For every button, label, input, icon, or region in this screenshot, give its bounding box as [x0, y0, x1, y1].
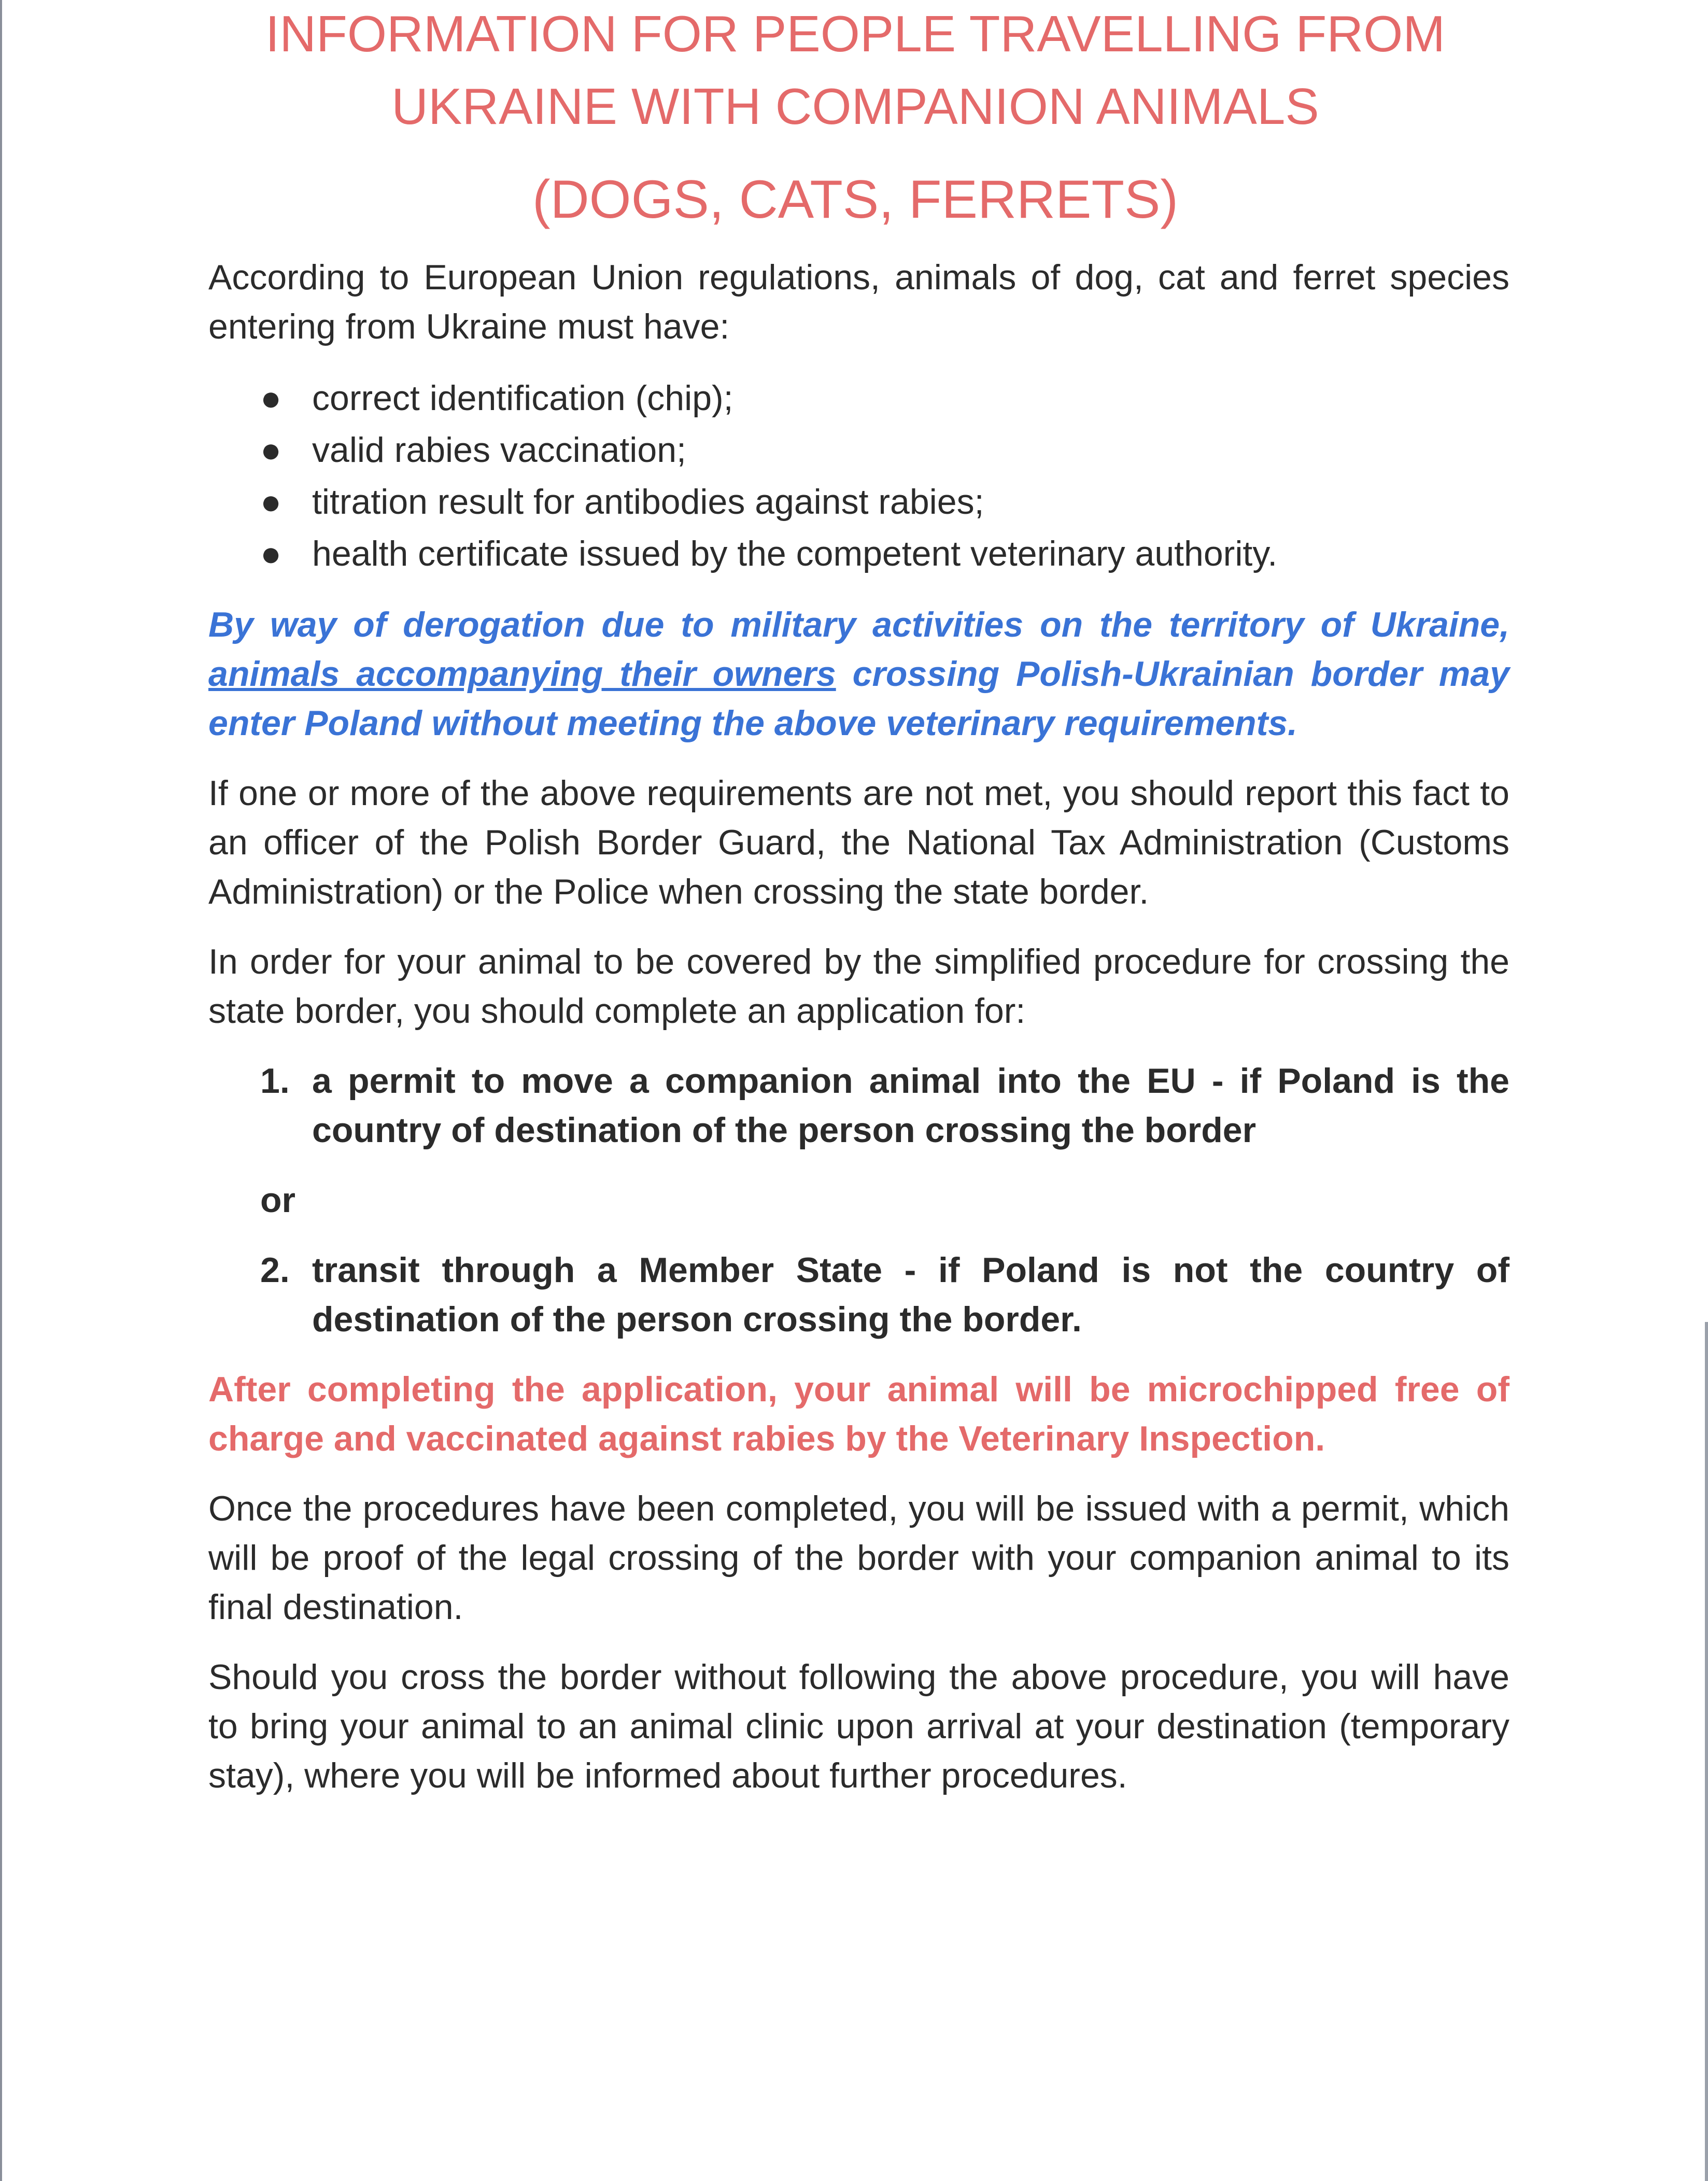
requirement-text: correct identification (chip); — [312, 378, 733, 418]
requirements-list — [208, 372, 1509, 580]
bullet-icon: ● — [260, 430, 282, 470]
derogation-text-start: By way of derogation due to military activities on the territory of Ukraine, — [208, 605, 1509, 644]
requirement-item — [260, 372, 1509, 424]
application-options-list-2 — [208, 1246, 1509, 1344]
scan-edge-left — [0, 0, 2, 2181]
report-paragraph: If one or more of the above requirements are not met, you should report this fact to an officer of the Polish Border Guard, the National Tax Administration (Customs Administration) or the Police when crossing the state border. — [208, 773, 1509, 911]
derogation-underlined-text: animals accompanying their owners — [208, 654, 836, 694]
requirement-text: titration result for antibodies against rabies; — [312, 482, 984, 522]
application-options-list — [208, 1057, 1509, 1155]
bullet-icon: ● — [260, 534, 282, 573]
derogation-text-end: crossing Polish-Ukrainian border may enter Poland without meeting the above veterinary requirements. — [208, 654, 1509, 743]
bullet-icon: ● — [260, 482, 282, 522]
requirement-text: valid rabies vaccination; — [312, 430, 686, 470]
bullet-icon: ● — [260, 378, 282, 418]
title-line-3: (DOGS, CATS, FERRETS) — [532, 170, 1179, 230]
option-item-transit — [260, 1246, 1509, 1344]
requirement-item — [260, 476, 1509, 528]
option-text: a permit to move a companion animal into the EU - if Poland is the country of destination of the person crossing the border — [312, 1061, 1509, 1150]
scan-edge-right — [1705, 1322, 1708, 2181]
option-number: 2. — [260, 1250, 290, 1290]
requirement-item — [260, 424, 1509, 476]
requirement-item — [260, 528, 1509, 580]
permit-paragraph: Once the procedures have been completed, you will be issued with a permit, which will be proof of the legal crossing of the border with your companion animal to its final destination. — [208, 1489, 1509, 1627]
document-body — [208, 253, 1509, 1821]
title-line-2: UKRAINE WITH COMPANION ANIMALS — [391, 78, 1319, 135]
clinic-paragraph: Should you cross the border without following the above procedure, you will have to bring your animal to an animal clinic upon arrival at your destination (temporary stay), where you will be informed about further procedures. — [208, 1657, 1509, 1795]
option-number: 1. — [260, 1061, 290, 1101]
title-line-1: INFORMATION FOR PEOPLE TRAVELLING FROM — [265, 5, 1446, 62]
requirement-text: health certificate issued by the competent veterinary authority. — [312, 534, 1278, 573]
option-item-permit — [260, 1057, 1509, 1155]
or-separator: or — [260, 1180, 295, 1220]
derogation-paragraph — [208, 600, 1509, 748]
application-intro-paragraph: In order for your animal to be covered by the simplified procedure for crossing the state border, you should complete an application for: — [208, 942, 1509, 1031]
intro-paragraph: According to European Union regulations, animals of dog, cat and ferret species entering from Ukraine must have: — [208, 258, 1509, 346]
microchip-note: After completing the application, your animal will be microchipped free of charge and vaccinated against rabies by the Veterinary Inspection. — [208, 1370, 1509, 1458]
option-text: transit through a Member State - if Poland is not the country of destination of the person crossing the border. — [312, 1250, 1509, 1339]
